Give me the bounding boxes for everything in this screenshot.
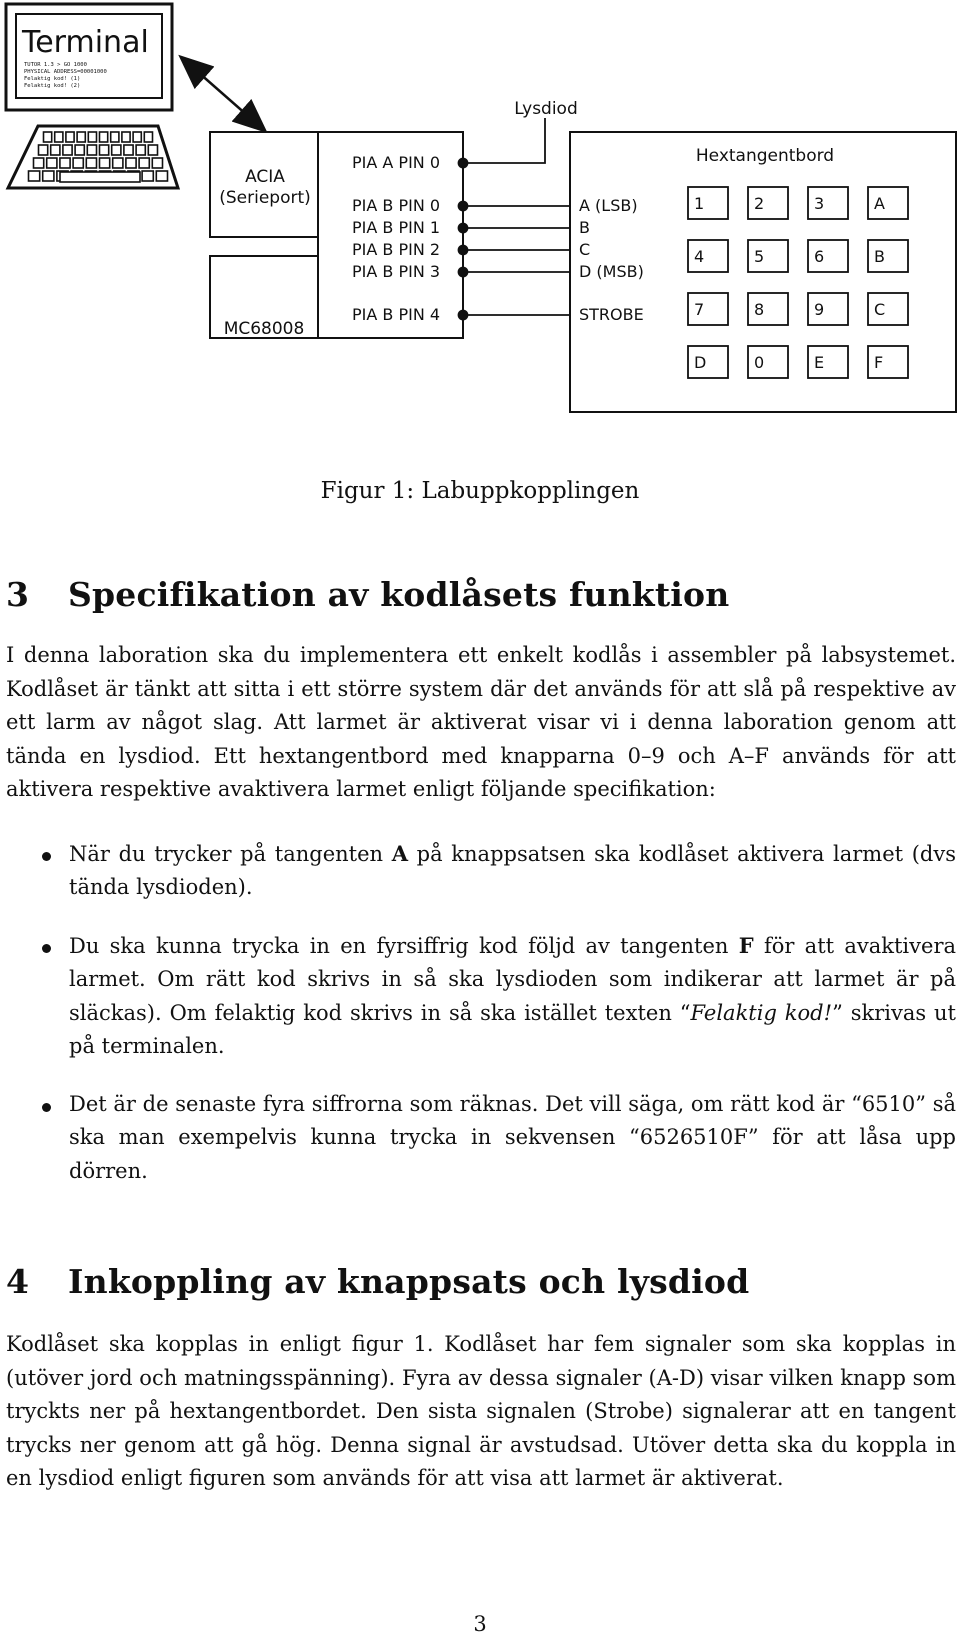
terminal-line: PHYSICAL ADDRESS=00001000 [24,69,107,75]
svg-text:F: F [874,353,884,372]
acia-label: ACIA [245,167,285,187]
keypad-key [808,187,848,219]
bullet-icon [42,1103,51,1112]
bullet-icon [42,852,51,861]
signal-label: B [579,218,590,237]
list-item: När du trycker på tangenten A på knappsatsen ska kodlåset aktivera larmet (dvs tända lysdioden). [6,837,956,905]
svg-text:6: 6 [814,247,825,266]
pin-label: PIA B PIN 3 [352,262,441,281]
hex-keypad [570,132,956,412]
intro-paragraph: I denna laboration ska du implementera ett enkelt kodlås i assembler på labsystemet. Kodlåset är tänkt att sitta i ett större system där det används för att slå på respektive av ett larm av något slag. Att larmet är aktiverat visar vi i denna laboration genom att tända en lysdiod. Ett hextangentbord med knapparna 0–9 och A–F används för att aktivera respektive avaktivera larmet enligt följande specifikation: [6,643,956,801]
signal-label: A (LSB) [579,196,638,215]
list-item: Det är de senaste fyra siffrorna som räknas. Det vill säga, om rätt kod är “6510” så ska man exempelvis kunna trycka in sekvensen “6526510F” för att låsa upp dörren. [6,1088,956,1189]
svg-text:3: 3 [814,194,825,213]
keypad-key [808,240,848,272]
serial-link-arrow [182,58,264,130]
section-title: Inkoppling av knappsats och lysdiod [68,1262,750,1301]
svg-text:1: 1 [694,194,705,213]
keypad-key [688,187,728,219]
section-4 [6,1262,956,1496]
pin-label: PIA B PIN 4 [352,305,441,324]
svg-text:E: E [814,353,825,372]
list-item: Du ska kunna trycka in en fyrsiffrig kod följd av tangenten F för att avaktivera larmet. Om rätt kod skrivs in så ska lysdioden som indikerar att larmet är på släckas). Om felaktig kod skrivs in så ska istället texten “Felaktig kod!” skrivas ut på terminalen. [6,929,956,1064]
terminal-title: Terminal [22,25,149,60]
figure-caption: Figur 1: Labuppkopplingen [320,478,640,504]
section-heading [6,1262,956,1301]
keypad-key [748,293,788,325]
acia-label: (Serieport) [219,188,311,208]
keypad-key [868,187,908,219]
keypad-title: Hextangentbord [695,146,835,166]
keypad-key [868,240,908,272]
svg-text:A: A [874,194,885,213]
keypad-key [688,346,728,378]
signal-label: C [579,240,591,259]
led-label: Lysdiod [514,99,578,119]
keypad-key [748,187,788,219]
svg-text:4: 4 [694,247,705,266]
keypad-key [868,346,908,378]
svg-text:D: D [694,353,707,372]
terminal-line: Felaktig kod! (1) [24,76,81,82]
wiring [459,118,579,320]
signal-label: STROBE [579,305,644,324]
section-heading [6,575,956,614]
keypad-key [808,293,848,325]
section-3 [6,575,956,1188]
pin-label: PIA A PIN 0 [352,153,441,172]
svg-text:9: 9 [814,300,825,319]
pin-label: PIA B PIN 1 [352,218,441,237]
cpu-name: MC68008 [223,319,305,339]
keyboard-icon [8,126,178,188]
keypad-key [688,240,728,272]
keypad-key [688,293,728,325]
svg-text:8: 8 [754,300,765,319]
keypad-key [748,346,788,378]
cpu-box [210,132,463,339]
terminal-line: Felaktig kod! (2) [24,83,81,89]
page-number: 3 [473,1612,487,1636]
terminal-icon [6,4,172,110]
spec-list [6,837,956,1189]
svg-text:C: C [874,300,886,319]
svg-text:0: 0 [754,353,765,372]
terminal-line: TUTOR 1.3 > GO 1000 [24,62,87,68]
signal-label: D (MSB) [579,262,644,281]
keypad-key [868,293,908,325]
svg-text:5: 5 [754,247,765,266]
section-title: Specifikation av kodlåsets funktion [68,575,730,614]
lab-setup-figure [0,0,960,420]
section-number: 4 [6,1262,30,1301]
section-number: 3 [6,575,30,614]
keypad-key [808,346,848,378]
svg-text:7: 7 [694,300,705,319]
keypad-key [748,240,788,272]
body-paragraph: Kodlåset ska kopplas in enligt figur 1. Kodlåset har fem signaler som ska kopplas in (utöver jord och matningsspänning). Fyra av dessa signaler (A-D) visar vilken knapp som tryckts ner på hextangentbordet. Den sista signalen (Strobe) signalerar att en tangent trycks ner genom att gå hög. Denna signal är avstudsad. Utöver detta ska du koppla in en lysdiod enligt figuren som används för att visa att larmet är aktiverat. [6,1332,956,1490]
pin-label: PIA B PIN 2 [352,240,441,259]
svg-text:B: B [874,247,885,266]
bullet-icon [42,944,51,953]
svg-text:2: 2 [754,194,765,213]
pin-label: PIA B PIN 0 [352,196,441,215]
